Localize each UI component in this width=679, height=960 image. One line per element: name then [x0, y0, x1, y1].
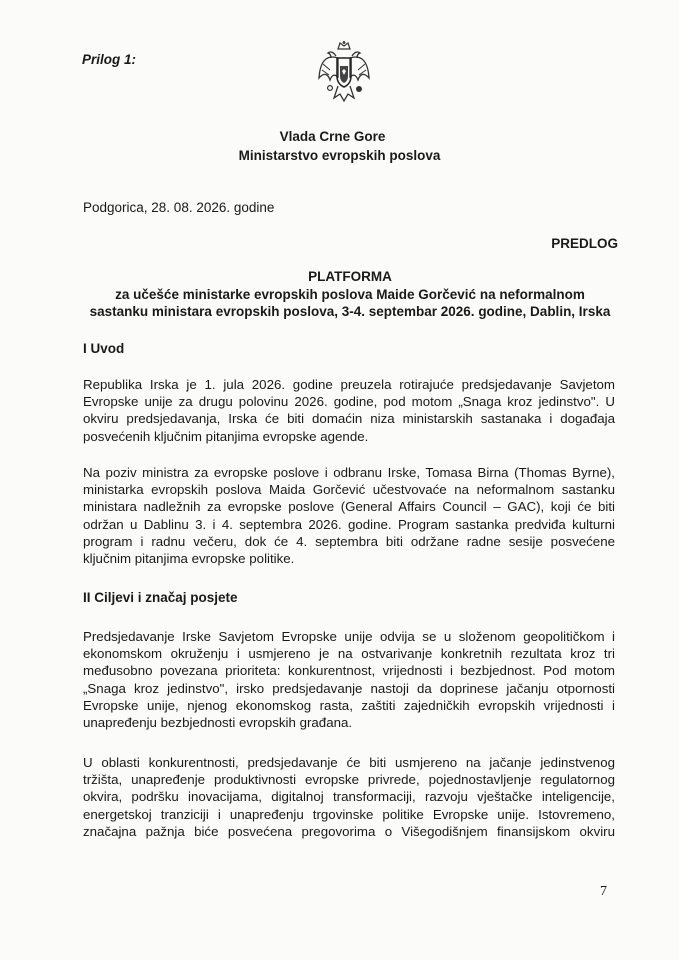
paragraph-line: Predsjedavanje Irske Savjetom Evropske unije odvija se u složenom geopolitičkom i — [83, 629, 615, 644]
paragraph-line: unapređenju bezbjednosti evropskih građana. — [83, 715, 353, 731]
paragraph-introduction-2 — [83, 464, 615, 567]
paragraph-line: značajna pažnja biće posvećena pregovorima o Višegodišnjem finansijskom okviru — [83, 823, 615, 839]
ministry-name: Ministarstvo evropskih poslova — [238, 148, 441, 163]
paragraph-goals-2 — [83, 754, 615, 840]
coat-of-arms-emblem — [316, 40, 372, 104]
paragraph-line: ministara nadležnih za evropske poslove (General Affairs Council – GAC), koji će biti — [83, 499, 615, 515]
issuer-header — [0, 127, 679, 165]
paragraph-line: energetskoj tranziciji i unapređenju trgovinske politike Evropske unije. Istovremeno, — [83, 806, 615, 822]
document-status: PREDLOG — [551, 236, 618, 251]
paragraph-line: okvira, podršku inovacijama, digitalnoj transformaciji, razvoju vještačke inteligencije, — [83, 789, 615, 805]
paragraph-line: ključnim pitanjima evropske politike. — [83, 551, 295, 567]
paragraph-line: Na poziv ministra za evropske poslove i odbranu Irske, Tomasa Birna (Thomas Byrne), — [83, 465, 615, 480]
government-name: Vlada Crne Gore — [279, 129, 386, 144]
paragraph-line: međusobno povezana prioriteta: konkurentnost, vrijednosti i bezbjednost. Pod motom — [83, 663, 615, 679]
paragraph-line: „Snaga kroz jedinstvo", irsko predsjedavanje nastoji da doprinese jačanju otpornosti — [83, 680, 615, 696]
annex-label: Prilog 1: — [82, 52, 137, 67]
title-line-1: PLATFORMA — [308, 269, 392, 284]
paragraph-line: Republika Irska je 1. jula 2026. godine preuzela rotirajuće predsjedavanje Savjetom — [83, 377, 615, 392]
paragraph-line: program i radnu večeru, dok će 4. septembra biti održane radne sesije posvećene — [83, 533, 615, 549]
paragraph-line: posvećenih ključnim pitanjima evropske agende. — [83, 428, 369, 444]
paragraph-line: Evropske unije za drugu polovinu 2026. godine, pod motom „Snaga kroz jedinstvo". U — [83, 394, 615, 410]
document-date: Podgorica, 28. 08. 2026. godine — [83, 200, 275, 215]
page-number: 7 — [600, 884, 607, 899]
title-line-2: za učešće ministarke evropskih poslova Maide Gorčević na neformalnom — [115, 286, 585, 302]
paragraph-line: ministarka evropskih poslova Maida Gorčević učestvovaće na neformalnom sastanku — [83, 482, 615, 498]
section-heading-introduction: I Uvod — [83, 341, 125, 356]
paragraph-line: tržišta, unapređenje produktivnosti evropske privrede, pojednostavljenje regulatornog — [83, 772, 615, 788]
paragraph-introduction-1 — [83, 376, 615, 445]
document-title — [60, 268, 640, 321]
paragraph-line: U oblasti konkurentnosti, predsjedavanje će biti usmjereno na jačanje jedinstvenog — [83, 755, 615, 770]
section-heading-goals: II Ciljevi i značaj posjete — [83, 590, 238, 605]
paragraph-line: ekonomskom okruženju i usmjereno je na ostvarivanje konkretnih rezultata kroz tri — [83, 646, 615, 662]
paragraph-line: održan u Dablinu 3. i 4. septembra 2026. godine. Program sastanka predviđa kulturni — [83, 516, 615, 532]
paragraph-line: Evropske unije, njenog ekonomskog rasta, zaštiti zajedničkih evropskih vrijednosti i — [83, 697, 615, 713]
paragraph-goals-1 — [83, 628, 615, 731]
title-line-3: sastanku ministara evropskih poslova, 3-4. septembar 2026. godine, Dablin, Irska — [89, 304, 611, 319]
paragraph-line: okviru predsjedavanja, Irska će biti domaćin niza ministarskih sastanaka i događaja — [83, 411, 615, 427]
